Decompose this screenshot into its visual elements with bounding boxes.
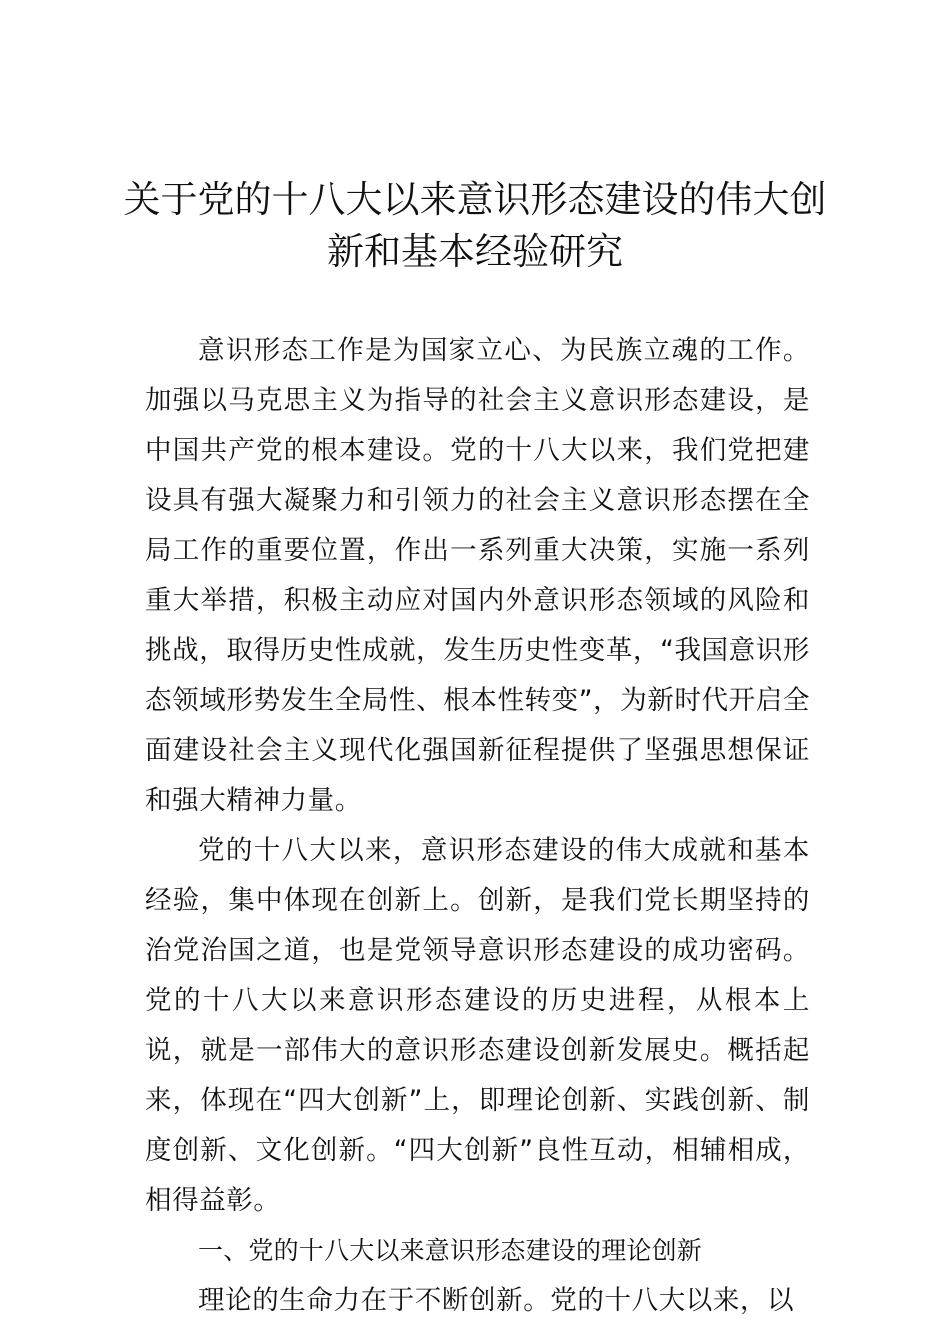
document-title: 关于党的十八大以来意识形态建设的伟大创新和基本经验研究 [123, 178, 827, 273]
paragraph-theory: 理论的生命力在于不断创新。党的十八大以来，以 [198, 1285, 795, 1316]
paragraph-innovation: 党的十八大以来，意识形态建设的伟大成就和基本经验，集中体现在创新上。创新，是我们党长期坚持的治党治国之道，也是党领导意识形态建设的成功密码。党的十八大以来意识形态建设的历史进程，从根本上说，就是一部伟大的意识形态建设创新发展史。概括起来，体现在“四大创新”上，即理论创新、实践创新、制度创新、文化创新。“四大创新”良性互动，相辅相成，相得益彰。 [145, 835, 810, 1216]
paragraph-intro: 意识形态工作是为国家立心、为民族立魂的工作。加强以马克思主义为指导的社会主义意识形态建设，是中国共产党的根本建设。党的十八大以来，我们党把建设具有强大凝聚力和引领力的社会主义意识形态摆在全局工作的重要位置，作出一系列重大决策，实施一系列重大举措，积极主动应对国内外意识形态领域的风险和挑战，取得历史性成就，发生历史性变革，“我国意识形态领域形势发生全局性、根本性转变”，为新时代开启全面建设社会主义现代化强国新征程提供了坚强思想保证和强大精神力量。 [145, 335, 810, 816]
section-heading: 一、党的十八大以来意识形态建设的理论创新 [198, 1236, 703, 1265]
document-body [145, 326, 810, 1326]
